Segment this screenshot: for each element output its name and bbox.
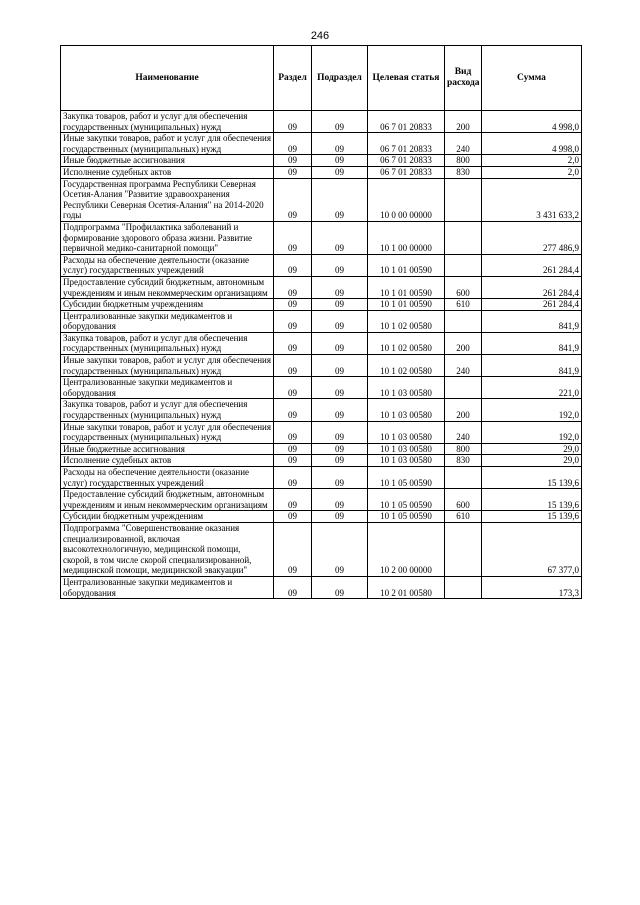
- cell-subsection: 09: [312, 511, 368, 523]
- table-row: [61, 399, 582, 421]
- cell-section: 09: [274, 511, 312, 523]
- cell-target-article: 06 7 01 20833: [368, 111, 445, 133]
- cell-subsection: 09: [312, 443, 368, 455]
- cell-amount: 277 486,9: [482, 221, 582, 254]
- cell-name: Расходы на обеспечение деятельности (оказание услуг) государственных учреждений: [61, 467, 274, 489]
- cell-expense-type: 800: [445, 155, 482, 167]
- cell-name: Исполнение судебных актов: [61, 455, 274, 467]
- cell-amount: 261 284,4: [482, 276, 582, 298]
- cell-section: 09: [274, 276, 312, 298]
- cell-target-article: 10 0 00 00000: [368, 178, 445, 221]
- cell-amount: 67 377,0: [482, 522, 582, 576]
- cell-section: 09: [274, 421, 312, 443]
- cell-amount: 841,9: [482, 310, 582, 332]
- cell-amount: 221,0: [482, 377, 582, 399]
- cell-amount: 15 139,6: [482, 489, 582, 511]
- cell-target-article: 10 1 03 00580: [368, 455, 445, 467]
- cell-expense-type: [445, 178, 482, 221]
- cell-section: 09: [274, 399, 312, 421]
- cell-expense-type: 610: [445, 299, 482, 311]
- cell-target-article: 10 1 02 00580: [368, 355, 445, 377]
- cell-expense-type: 200: [445, 111, 482, 133]
- cell-subsection: 09: [312, 522, 368, 576]
- cell-expense-type: [445, 377, 482, 399]
- cell-subsection: 09: [312, 399, 368, 421]
- cell-subsection: 09: [312, 133, 368, 155]
- cell-amount: 841,9: [482, 332, 582, 354]
- cell-subsection: 09: [312, 178, 368, 221]
- table-row: [61, 511, 582, 523]
- cell-expense-type: 600: [445, 276, 482, 298]
- header-amount: Сумма: [482, 46, 582, 111]
- cell-section: 09: [274, 254, 312, 276]
- cell-subsection: 09: [312, 299, 368, 311]
- cell-subsection: 09: [312, 310, 368, 332]
- cell-subsection: 09: [312, 166, 368, 178]
- header-section: Раздел: [274, 46, 312, 111]
- cell-subsection: 09: [312, 455, 368, 467]
- cell-subsection: 09: [312, 489, 368, 511]
- cell-expense-type: 200: [445, 399, 482, 421]
- header-subsection: Подраздел: [312, 46, 368, 111]
- table-row: [61, 377, 582, 399]
- cell-section: 09: [274, 299, 312, 311]
- cell-amount: 4 998,0: [482, 133, 582, 155]
- table-row: [61, 111, 582, 133]
- table-row: [61, 166, 582, 178]
- cell-amount: 192,0: [482, 421, 582, 443]
- header-target-article: Целевая статья: [368, 46, 445, 111]
- cell-name: Исполнение судебных актов: [61, 166, 274, 178]
- cell-subsection: 09: [312, 276, 368, 298]
- cell-section: 09: [274, 377, 312, 399]
- cell-target-article: 10 1 00 00000: [368, 221, 445, 254]
- cell-amount: 841,9: [482, 355, 582, 377]
- cell-subsection: 09: [312, 355, 368, 377]
- cell-target-article: 06 7 01 20833: [368, 166, 445, 178]
- cell-amount: 261 284,4: [482, 254, 582, 276]
- cell-subsection: 09: [312, 576, 368, 598]
- cell-expense-type: [445, 576, 482, 598]
- table-row: [61, 467, 582, 489]
- cell-target-article: 10 1 05 00590: [368, 467, 445, 489]
- cell-amount: 2,0: [482, 166, 582, 178]
- cell-name: Централизованные закупки медикаментов и оборудования: [61, 576, 274, 598]
- cell-subsection: 09: [312, 377, 368, 399]
- cell-section: 09: [274, 133, 312, 155]
- cell-amount: 261 284,4: [482, 299, 582, 311]
- cell-target-article: 10 1 03 00580: [368, 399, 445, 421]
- cell-name: Иные бюджетные ассигнования: [61, 155, 274, 167]
- cell-name: Субсидии бюджетным учреждениям: [61, 299, 274, 311]
- cell-expense-type: [445, 221, 482, 254]
- cell-expense-type: 830: [445, 166, 482, 178]
- cell-target-article: 10 1 05 00590: [368, 489, 445, 511]
- table-header-row: [61, 46, 582, 111]
- header-name: Наименование: [61, 46, 274, 111]
- cell-name: Государственная программа Республики Северная Осетия-Алания "Развитие здравоохранения Республики Северная Осетия-Алания" на 2014-2020 годы: [61, 178, 274, 221]
- budget-table: [60, 45, 582, 599]
- table-row: [61, 522, 582, 576]
- table-row: [61, 332, 582, 354]
- cell-name: Закупка товаров, работ и услуг для обеспечения государственных (муниципальных) нужд: [61, 399, 274, 421]
- table-row: [61, 178, 582, 221]
- page-number: 246: [310, 30, 330, 42]
- cell-name: Подпрограмма "Совершенствование оказания специализированной, включая высокотехнологичную, медицинской помощи, скорой, в том числе скорой специализированной, медицинской помощи, медицинской эвакуации": [61, 522, 274, 576]
- cell-target-article: 10 2 01 00580: [368, 576, 445, 598]
- cell-name: Подпрограмма "Профилактика заболеваний и формирование здорового образа жизни. Развитие первичной медико-санитарной помощи": [61, 221, 274, 254]
- cell-subsection: 09: [312, 111, 368, 133]
- cell-subsection: 09: [312, 221, 368, 254]
- cell-name: Иные бюджетные ассигнования: [61, 443, 274, 455]
- cell-amount: 2,0: [482, 155, 582, 167]
- cell-amount: 29,0: [482, 455, 582, 467]
- table-row: [61, 276, 582, 298]
- cell-amount: 3 431 633,2: [482, 178, 582, 221]
- cell-section: 09: [274, 467, 312, 489]
- cell-section: 09: [274, 522, 312, 576]
- cell-name: Централизованные закупки медикаментов и оборудования: [61, 310, 274, 332]
- cell-target-article: 10 1 02 00580: [368, 332, 445, 354]
- cell-name: Иные закупки товаров, работ и услуг для обеспечения государственных (муниципальных) нужд: [61, 133, 274, 155]
- cell-target-article: 10 1 01 00590: [368, 254, 445, 276]
- cell-subsection: 09: [312, 254, 368, 276]
- cell-name: Субсидии бюджетным учреждениям: [61, 511, 274, 523]
- cell-name: Иные закупки товаров, работ и услуг для обеспечения государственных (муниципальных) нужд: [61, 421, 274, 443]
- cell-amount: 15 139,6: [482, 511, 582, 523]
- cell-subsection: 09: [312, 421, 368, 443]
- cell-expense-type: 200: [445, 332, 482, 354]
- table-row: [61, 455, 582, 467]
- cell-expense-type: [445, 254, 482, 276]
- cell-name: Предоставление субсидий бюджетным, автономным учреждениям и иным некоммерческим организациям: [61, 489, 274, 511]
- cell-section: 09: [274, 332, 312, 354]
- cell-expense-type: [445, 522, 482, 576]
- cell-target-article: 10 1 02 00580: [368, 310, 445, 332]
- cell-expense-type: 240: [445, 355, 482, 377]
- cell-expense-type: 600: [445, 489, 482, 511]
- cell-target-article: 10 1 01 00590: [368, 299, 445, 311]
- table-row: [61, 355, 582, 377]
- cell-target-article: 06 7 01 20833: [368, 155, 445, 167]
- cell-expense-type: 800: [445, 443, 482, 455]
- table-row: [61, 221, 582, 254]
- cell-section: 09: [274, 111, 312, 133]
- cell-target-article: 10 2 00 00000: [368, 522, 445, 576]
- cell-section: 09: [274, 310, 312, 332]
- cell-amount: 173,3: [482, 576, 582, 598]
- cell-amount: 15 139,6: [482, 467, 582, 489]
- cell-expense-type: 830: [445, 455, 482, 467]
- cell-amount: 192,0: [482, 399, 582, 421]
- table-row: [61, 133, 582, 155]
- cell-target-article: 10 1 03 00580: [368, 377, 445, 399]
- cell-target-article: 10 1 03 00580: [368, 443, 445, 455]
- cell-section: 09: [274, 178, 312, 221]
- cell-section: 09: [274, 221, 312, 254]
- cell-target-article: 06 7 01 20833: [368, 133, 445, 155]
- table-row: [61, 576, 582, 598]
- cell-subsection: 09: [312, 155, 368, 167]
- table-row: [61, 299, 582, 311]
- table-row: [61, 155, 582, 167]
- cell-name: Централизованные закупки медикаментов и оборудования: [61, 377, 274, 399]
- cell-name: Иные закупки товаров, работ и услуг для обеспечения государственных (муниципальных) нужд: [61, 355, 274, 377]
- cell-target-article: 10 1 01 00590: [368, 276, 445, 298]
- table-row: [61, 421, 582, 443]
- table-row: [61, 443, 582, 455]
- cell-name: Закупка товаров, работ и услуг для обеспечения государственных (муниципальных) нужд: [61, 332, 274, 354]
- cell-section: 09: [274, 455, 312, 467]
- table-row: [61, 310, 582, 332]
- cell-section: 09: [274, 166, 312, 178]
- table-row: [61, 489, 582, 511]
- cell-section: 09: [274, 155, 312, 167]
- cell-amount: 4 998,0: [482, 111, 582, 133]
- cell-target-article: 10 1 03 00580: [368, 421, 445, 443]
- cell-expense-type: [445, 467, 482, 489]
- cell-name: Закупка товаров, работ и услуг для обеспечения государственных (муниципальных) нужд: [61, 111, 274, 133]
- cell-target-article: 10 1 05 00590: [368, 511, 445, 523]
- cell-name: Расходы на обеспечение деятельности (оказание услуг) государственных учреждений: [61, 254, 274, 276]
- table-row: [61, 254, 582, 276]
- cell-expense-type: 610: [445, 511, 482, 523]
- cell-section: 09: [274, 576, 312, 598]
- cell-section: 09: [274, 489, 312, 511]
- cell-section: 09: [274, 355, 312, 377]
- cell-expense-type: [445, 310, 482, 332]
- cell-name: Предоставление субсидий бюджетным, автономным учреждениям и иным некоммерческим организациям: [61, 276, 274, 298]
- cell-subsection: 09: [312, 332, 368, 354]
- header-expense-type: Вид расхода: [445, 46, 482, 111]
- cell-section: 09: [274, 443, 312, 455]
- cell-expense-type: 240: [445, 421, 482, 443]
- cell-subsection: 09: [312, 467, 368, 489]
- cell-expense-type: 240: [445, 133, 482, 155]
- cell-amount: 29,0: [482, 443, 582, 455]
